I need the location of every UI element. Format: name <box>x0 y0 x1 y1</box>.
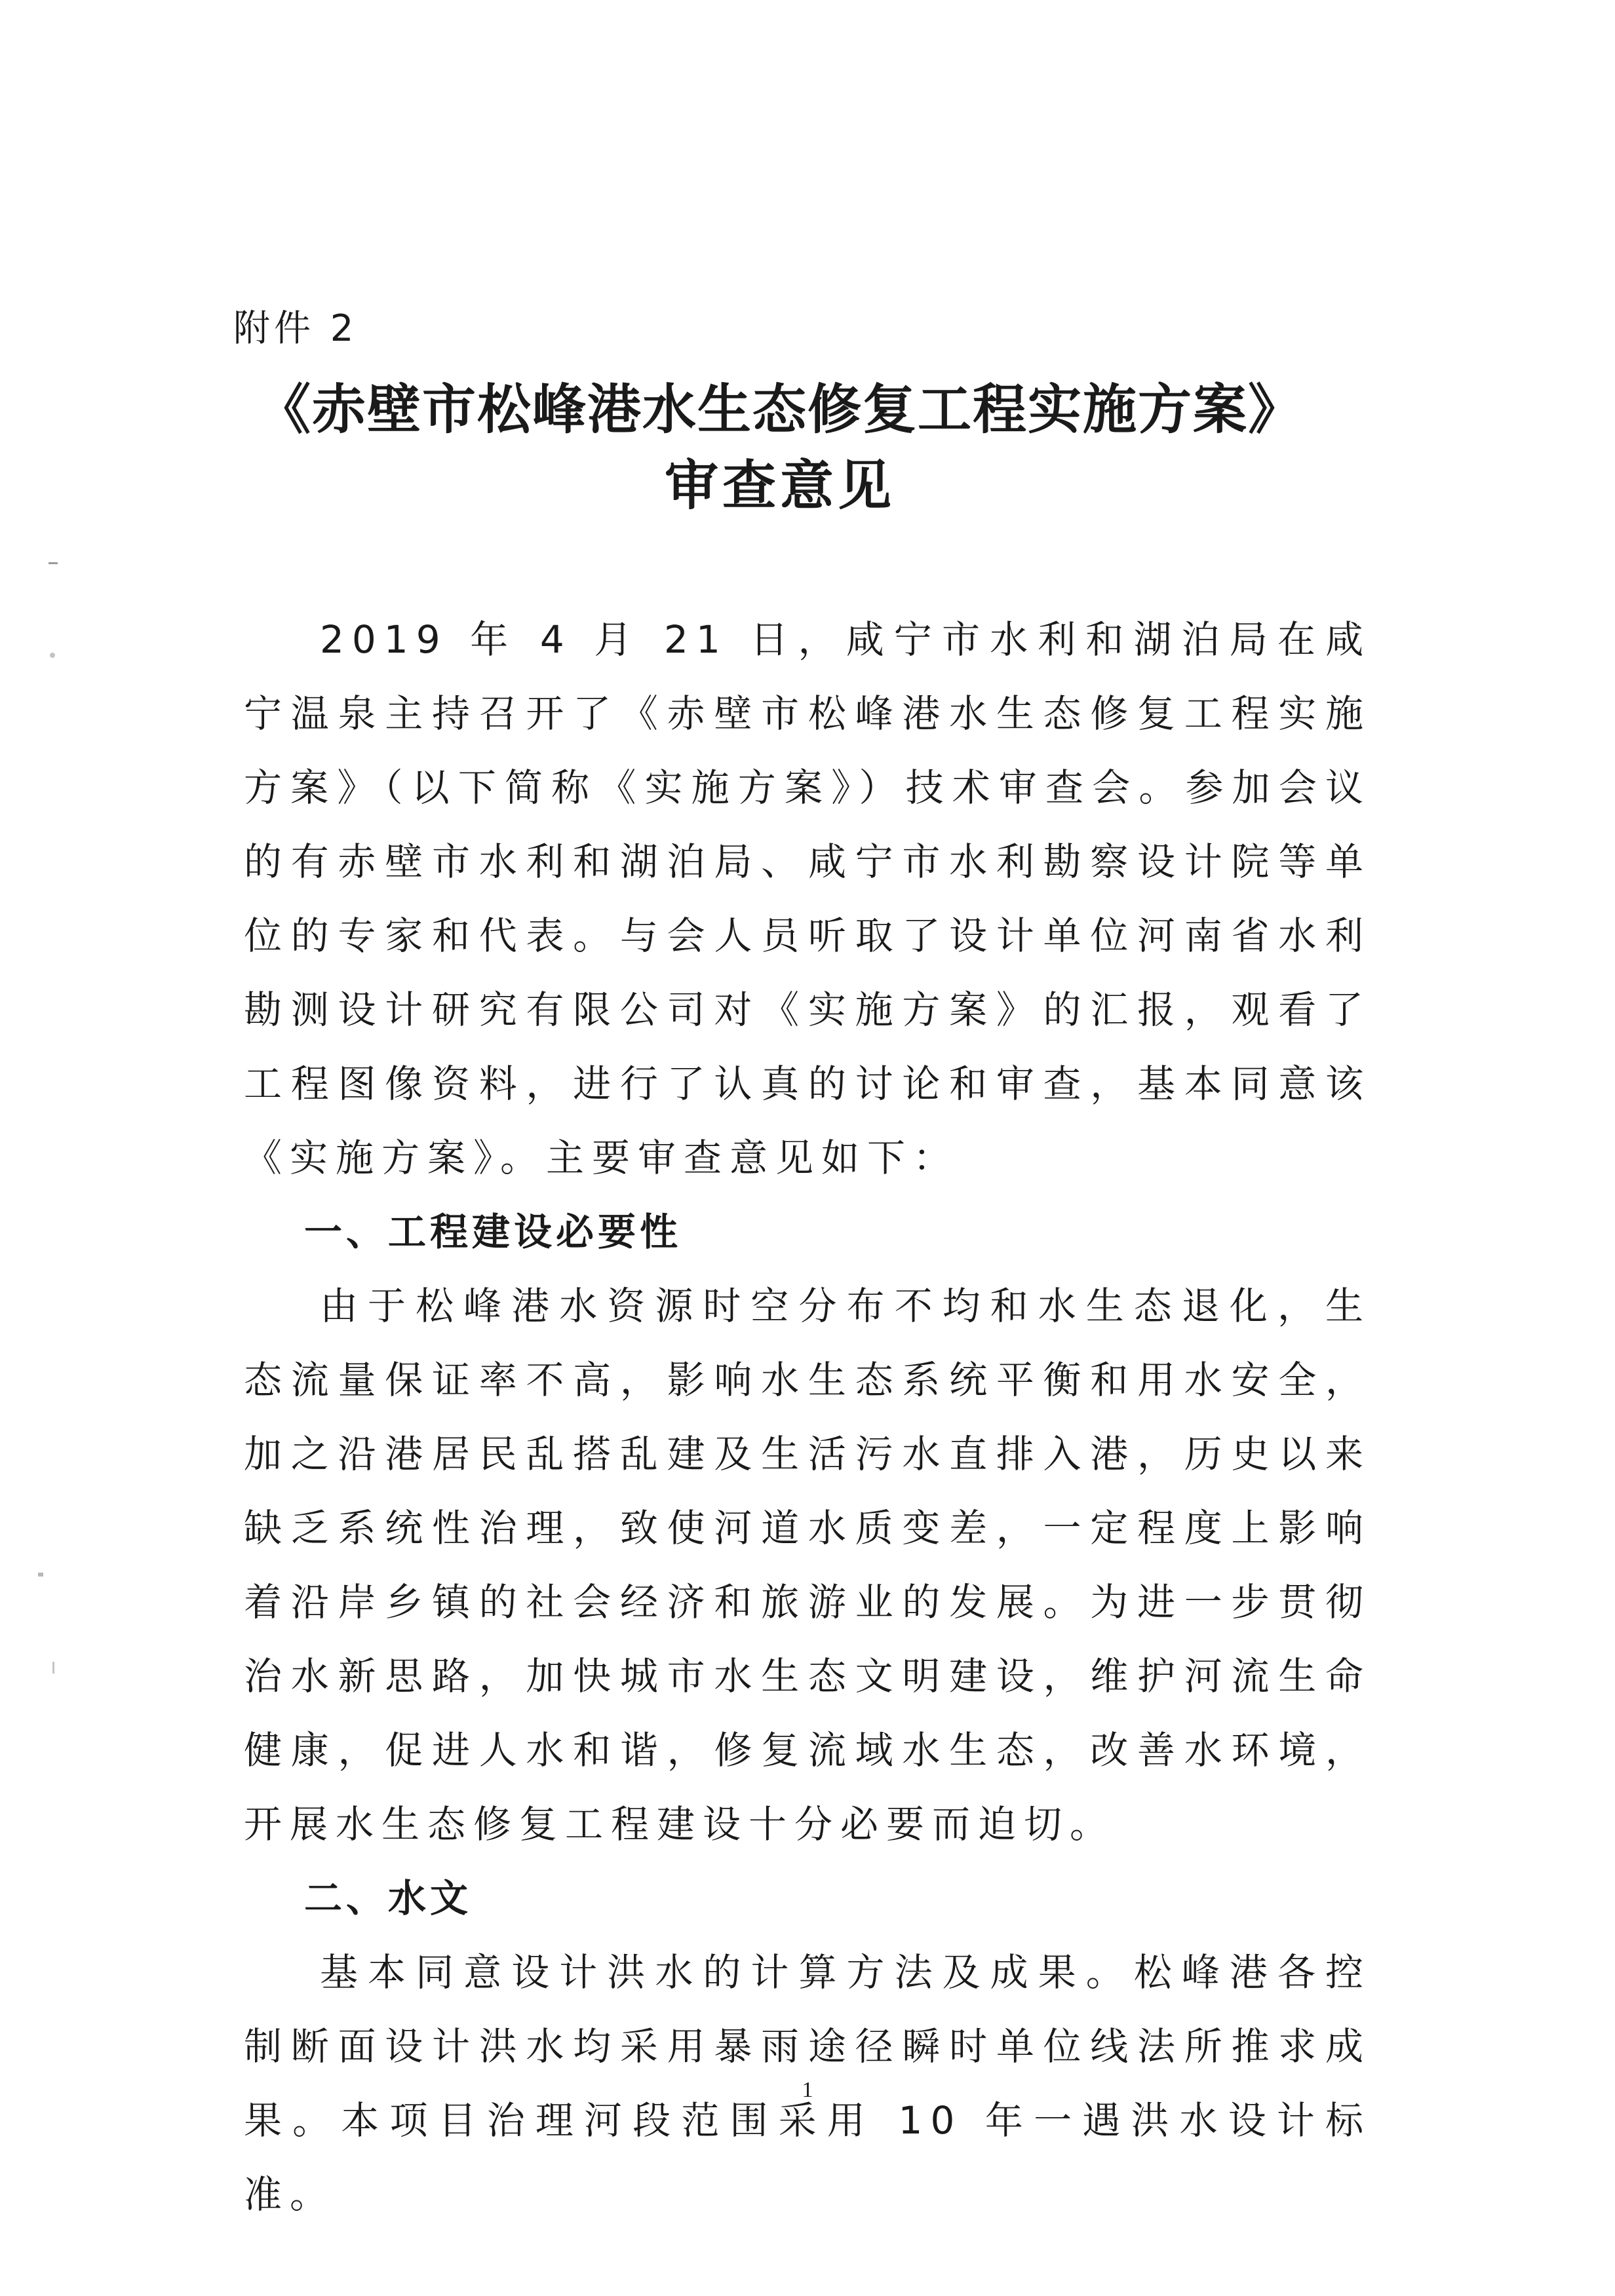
scan-mark <box>38 1573 43 1577</box>
document-title: 《赤壁市松峰港水生态修复工程实施方案》 <box>256 378 1303 441</box>
attachment-label: 附件 2 <box>233 307 358 350</box>
paragraph-intro: 2019 年 4 月 21 日，咸宁市水利和湖泊局在咸宁温泉主持召开了《赤壁市松峰港水生态修复工程实施方案》（以下简称《实施方案》）技术审查会。参加会议的有赤壁市水利和湖泊局、咸宁市水利勘察设计院等单位的专家和代表。与会人员听取了设计单位河南省水利勘测设计研究有限公司对《实施方案》的汇报，观看了工程图像资料，进行了认真的讨论和审查，基本同意该《实施方案》。主要审查意见如下： <box>244 617 1371 1180</box>
page-number: 1 <box>802 2078 813 2102</box>
section-heading-hydrology: 二、水文 <box>304 1876 473 1921</box>
document-subtitle: 审查意见 <box>664 454 895 517</box>
paragraph-necessity: 由于松峰港水资源时空分布不均和水生态退化，生态流量保证率不高，影响水生态系统平衡和用水安全，加之沿港居民乱搭乱建及生活污水直排入港，历史以来缺乏系统性治理，致使河道水质变差，一定程度上影响着沿岸乡镇的社会经济和旅游业的发展。为进一步贯彻治水新思路，加快城市水生态文明建设，维护河流生命健康，促进人水和谐，修复流域水生态，改善水环境，开展水生态修复工程建设十分必要而迫切。 <box>244 1284 1371 1846</box>
paragraph-hydrology: 基本同意设计洪水的计算方法及成果。松峰港各控制断面设计洪水均采用暴雨途径瞬时单位线法所推求成果。本项目治理河段范围采用 10 年一遇洪水设计标准。 <box>244 1950 1371 2217</box>
document-body <box>244 603 1371 2232</box>
scan-mark <box>52 1662 54 1674</box>
scan-mark <box>50 653 55 658</box>
section-heading-necessity: 一、工程建设必要性 <box>304 1210 682 1254</box>
scan-mark <box>49 562 58 564</box>
